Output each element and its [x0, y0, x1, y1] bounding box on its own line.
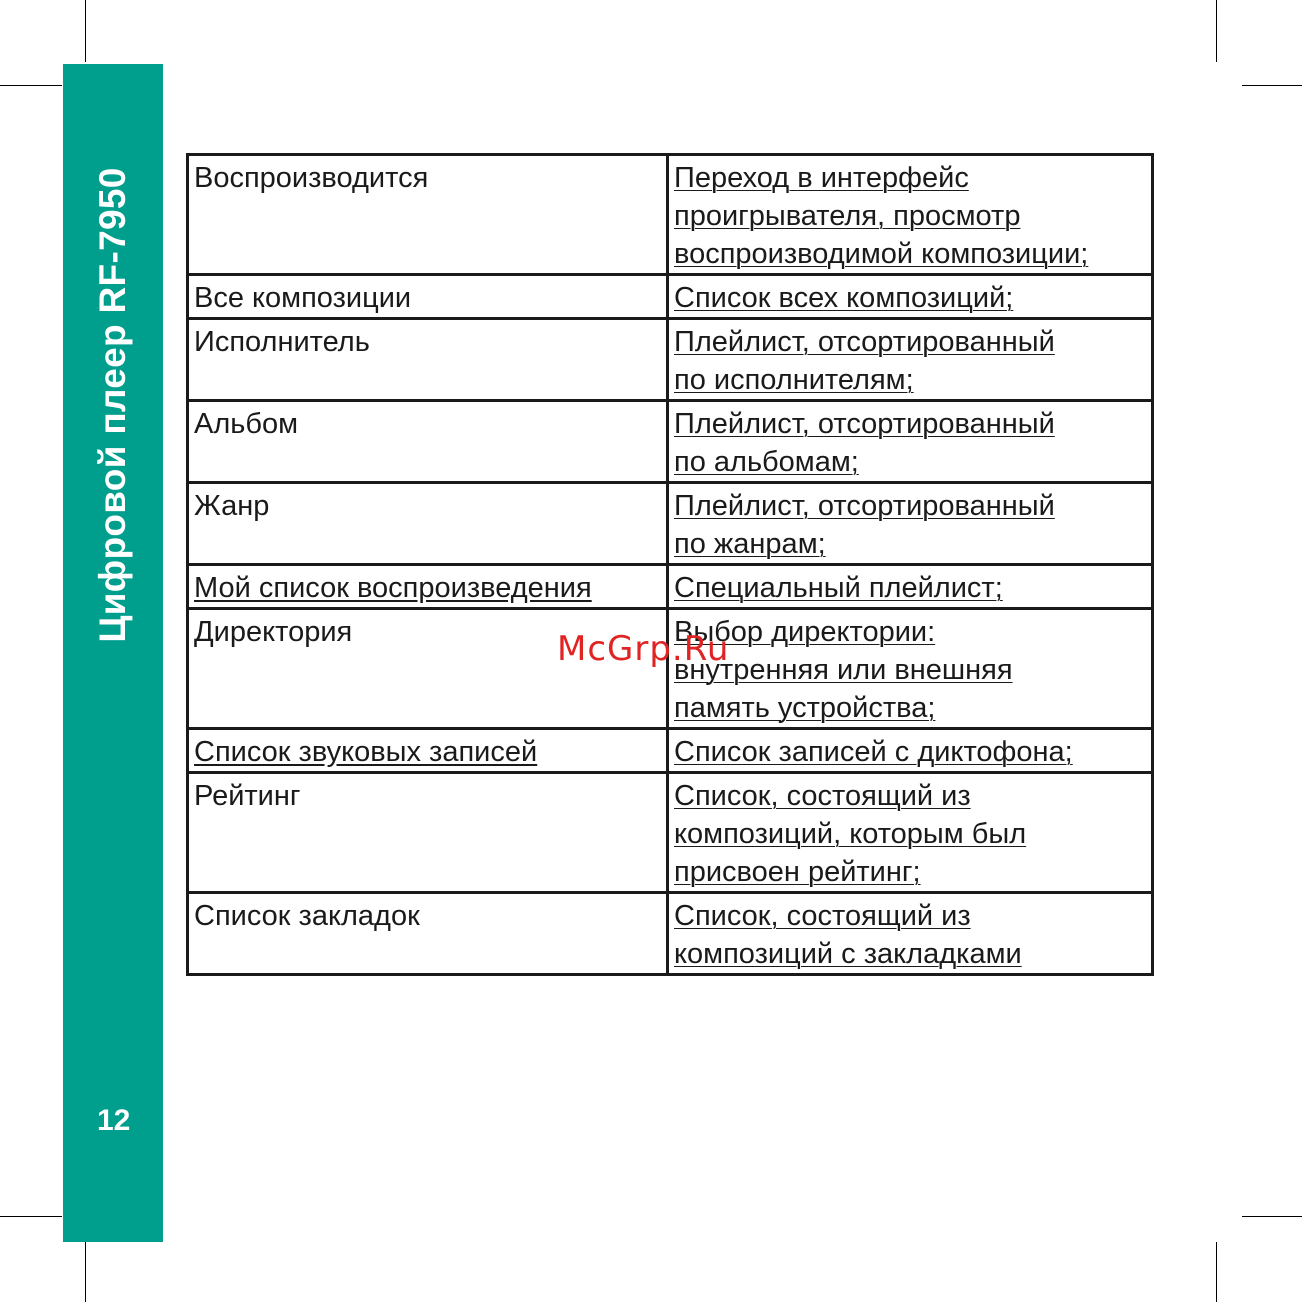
row-item-name: Список закладок: [188, 893, 668, 975]
crop-mark: [85, 0, 86, 62]
page-number: 12: [97, 1104, 131, 1137]
row-item-name: Список звуковых записей: [188, 729, 668, 773]
crop-mark: [1242, 1216, 1302, 1217]
table-row: [188, 565, 1153, 609]
table-row: [188, 483, 1153, 565]
table-row: [188, 275, 1153, 319]
row-description: Плейлист, отсортированный по альбомам;: [668, 401, 1153, 483]
row-description: Список, состоящий из композиций, которым был присвоен рейтинг;: [668, 773, 1153, 893]
row-item-name: Альбом: [188, 401, 668, 483]
row-description: Плейлист, отсортированный по жанрам;: [668, 483, 1153, 565]
row-description: Переход в интерфейс проигрывателя, просмотр воспроизводимой композиции;: [668, 155, 1153, 275]
menu-table: [186, 153, 1154, 976]
table-row: [188, 773, 1153, 893]
crop-mark: [1216, 0, 1217, 62]
table-row: [188, 893, 1153, 975]
crop-mark: [0, 1216, 62, 1217]
row-item-name: Все композиции: [188, 275, 668, 319]
table-row: [188, 729, 1153, 773]
crop-mark: [1216, 1242, 1217, 1302]
row-item-name: Воспроизводится: [188, 155, 668, 275]
table-row: [188, 319, 1153, 401]
row-item-name: Исполнитель: [188, 319, 668, 401]
side-title: Цифровой плеер RF-7950: [92, 167, 133, 643]
watermark: McGrp.Ru: [557, 629, 730, 669]
crop-mark: [1242, 85, 1302, 86]
crop-mark: [0, 85, 62, 86]
row-description: Специальный плейлист;: [668, 565, 1153, 609]
row-item-name: Мой список воспроизведения: [188, 565, 668, 609]
row-description: Выбор директории: внутренняя или внешняя память устройства;: [668, 609, 1153, 729]
row-description: Список, состоящий из композиций с закладками: [668, 893, 1153, 975]
row-item-name: Рейтинг: [188, 773, 668, 893]
row-description: Список записей с диктофона;: [668, 729, 1153, 773]
table-body: [188, 155, 1153, 975]
row-description: Список всех композиций;: [668, 275, 1153, 319]
row-item-name: Директория: [188, 609, 668, 729]
row-description: Плейлист, отсортированный по исполнителям;: [668, 319, 1153, 401]
row-item-name: Жанр: [188, 483, 668, 565]
table-row: [188, 155, 1153, 275]
table-row: [188, 401, 1153, 483]
crop-mark: [85, 1242, 86, 1302]
table-row: [188, 609, 1153, 729]
